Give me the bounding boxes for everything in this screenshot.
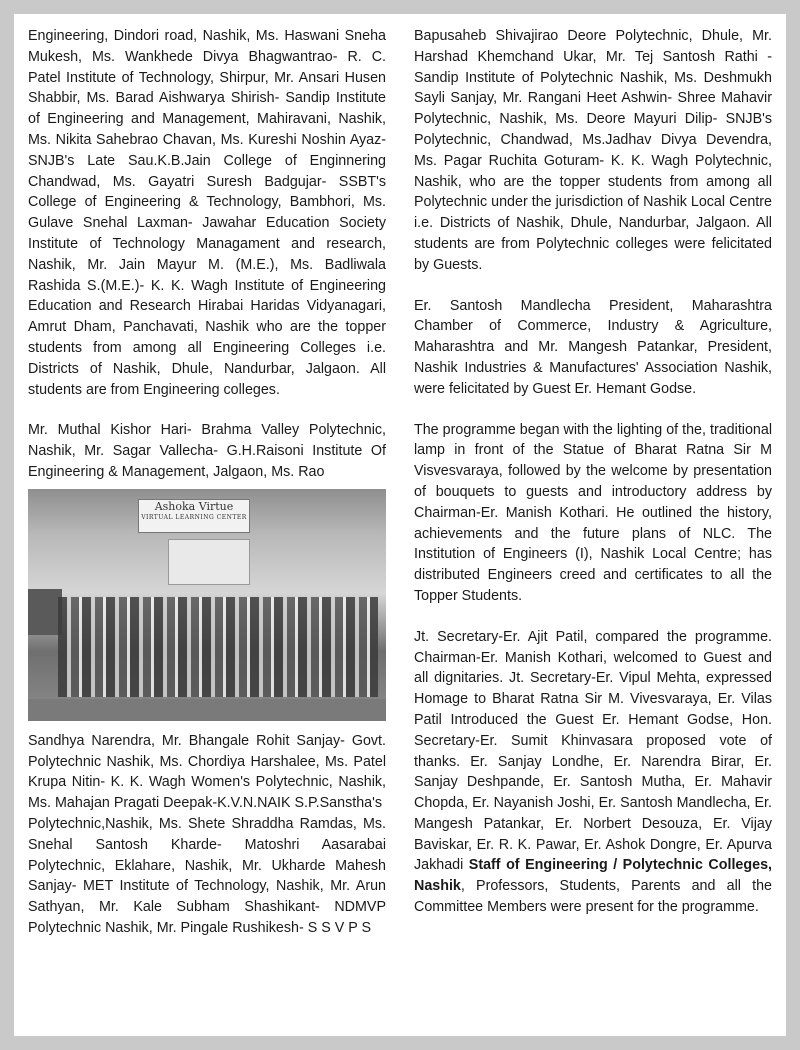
group-photo (28, 489, 386, 721)
right-paragraph-4-end: , Professors, Students, Parents and all the Committee Members were present for the programme. (414, 878, 772, 916)
left-paragraph-1: Engineering, Dindori road, Nashik, Ms. Haswani Sneha Mukesh, Ms. Wankhede Divya Bhagwantrao- R. C. Patel Institute of Technology, Shirpur, Mr. Ansari Husen Shabbir, Ms. Barad Aishwarya Shirish- Sandip Institute of Engineering and Management, Mahiravani, Nashik, Ms. Nikita Sahebrao Chavan, Ms. Kureshi Noshin Ayaz- SNJB's Late Sau.K.B.Jain College of Enginnering Chandwad, Ms. Gayatri Suresh Badgujar- SSBT's College of Engineering & Technology, Bambhori, Ms. Gulave Snehal Laxman- Jawahar Education Society Institute of Technology Managament and research, Nashik, Mr. Jain Mayur M. (M.E.), Ms. Badliwala Rashida S.(M.E.)- K. K. Wagh Institute of Engineering Education and Research Hirabai Haridas Vidyanagari, Amrut Dham, Panchavati, Nashik who are the topper students from among all Engineering Colleges i.e. Districts of Nashik, Dhule, Nandurbar, Jalgaon. All students are from Engineering colleges. (28, 28, 386, 398)
photo-banner (138, 499, 250, 533)
left-paragraph-3: Sandhya Narendra, Mr. Bhangale Rohit Sanjay- Govt. Polytechnic Nashik, Ms. Chordiya Harshalee, Ms. Patel Krupa Nitin- K. K. Wagh Women's Polytechnic, Nashik, Ms. Mahajan Pragati Deepak-K.V.N.NAIK S.P.Sanstha's (28, 732, 386, 812)
group-of-students (58, 597, 378, 697)
right-paragraph-1: Bapusaheb Shivajirao Deore Polytechnic, Dhule, Mr. Harshad Khemchand Ukar, Mr. Tej Santosh Rathi - Sandip Institute of Polytechnic Nashik, Ms. Deshmukh Sayli Sanjay, Mr. Rangani Heet Ashwin- Shree Mahavir Polytechnic, Nashik, Ms. Deore Mayuri Dilip- SNJB's Polytechnic, Chandwad, Ms.Jadhav Divya Devendra, Ms. Pagar Ruchita Goturam- K. K. Wagh Polytechnic, Nashik, who are the topper students from among all Polytechnic under the jurisdiction of Nashik Local Centre i.e. Districts of Nashik, Dhule, Nandurbar, Jalgaon. All students are from Polytechnic colleges were felicitated by Guests. (414, 28, 772, 273)
right-paragraph-3: The programme began with the lighting of the, traditional lamp in front of the Statue of Bharat Ratna Sir M Visvesvaraya, followed by the welcome by presentation of bouquets to guests and introductory address by Chairman-Er. Manish Kothari. He outlined the history, achievements and the future plans of NLC. The Institution of Engineers (I), Nashik Local Centre; has distributed Engineers creed and certificates to all the Topper Students. (414, 421, 772, 604)
right-paragraph-4 (414, 627, 772, 918)
left-paragraph-2: Mr. Muthal Kishor Hari- Brahma Valley Polytechnic, Nashik, Mr. Sagar Vallecha- G.H.Raisoni Institute Of Engineering & Management, Jalgaon, Ms. Rao (28, 422, 386, 480)
document-page (14, 14, 786, 1036)
right-paragraph-4-bold: Staff of Engineering / Polytechnic Colleges, Nashik (414, 857, 772, 895)
projection-screen (168, 539, 250, 585)
photo-banner-title: Ashoka Virtue (154, 499, 234, 513)
photo-floor (28, 699, 386, 721)
right-paragraph-2: Er. Santosh Mandlecha President, Maharashtra Chamber of Commerce, Industry & Agriculture, Maharashtra and Mr. Mangesh Patankar, President, Nashik Industries & Manufactures' Association Nashik, were felicitated by Guest Er. Hemant Godse. (414, 297, 772, 397)
right-paragraph-4-start: Jt. Secretary-Er. Ajit Patil, compared the programme. Chairman-Er. Manish Kothari, welcomed to Guest and all dignitaries. Jt. Secretary-Er. Vipul Mehta, expressed Homage to Bharat Ratna Sir M. Vivesvaraya, Er. Vilas Patil Introduced the Guest Er. Hemant Godse, Hon. Secretary-Er. Sumit Khinvasara proposed vote of thanks. Er. Sanjay Londhe, Er. Narendra Birar, Er. Sanjay Deshpande, Er. Santosh Mutha, Er. Mahavir Chopda, Er. Nayanish Joshi, Er. Santosh Mandlecha, Er. Mangesh Patankar, Er. Norbert Desouza, Er. Vijay Baviskar, Er. R. K. Pawar, Er. Ashok Dongre, Er. Apurva Jakhadi (414, 628, 772, 874)
photo-side-panel (28, 589, 62, 635)
photo-banner-subtitle: VIRTUAL LEARNING CENTER (141, 513, 247, 521)
left-column (28, 26, 386, 959)
left-paragraph-4: Polytechnic,Nashik, Ms. Shete Shraddha Ramdas, Ms. Snehal Santosh Kharde- Matoshri Aasarabai Polytechnic, Eklahare, Nashik, Mr. Ukharde Mahesh Sanjay- MET Institute of Technology, Nashik, Mr. Arun Sathyan, Mr. Kale Subham Shashikant- NDMVP Polytechnic Nashik, Mr. Pingale Rushikesh- S S V P S (28, 815, 386, 936)
right-column (414, 26, 772, 938)
